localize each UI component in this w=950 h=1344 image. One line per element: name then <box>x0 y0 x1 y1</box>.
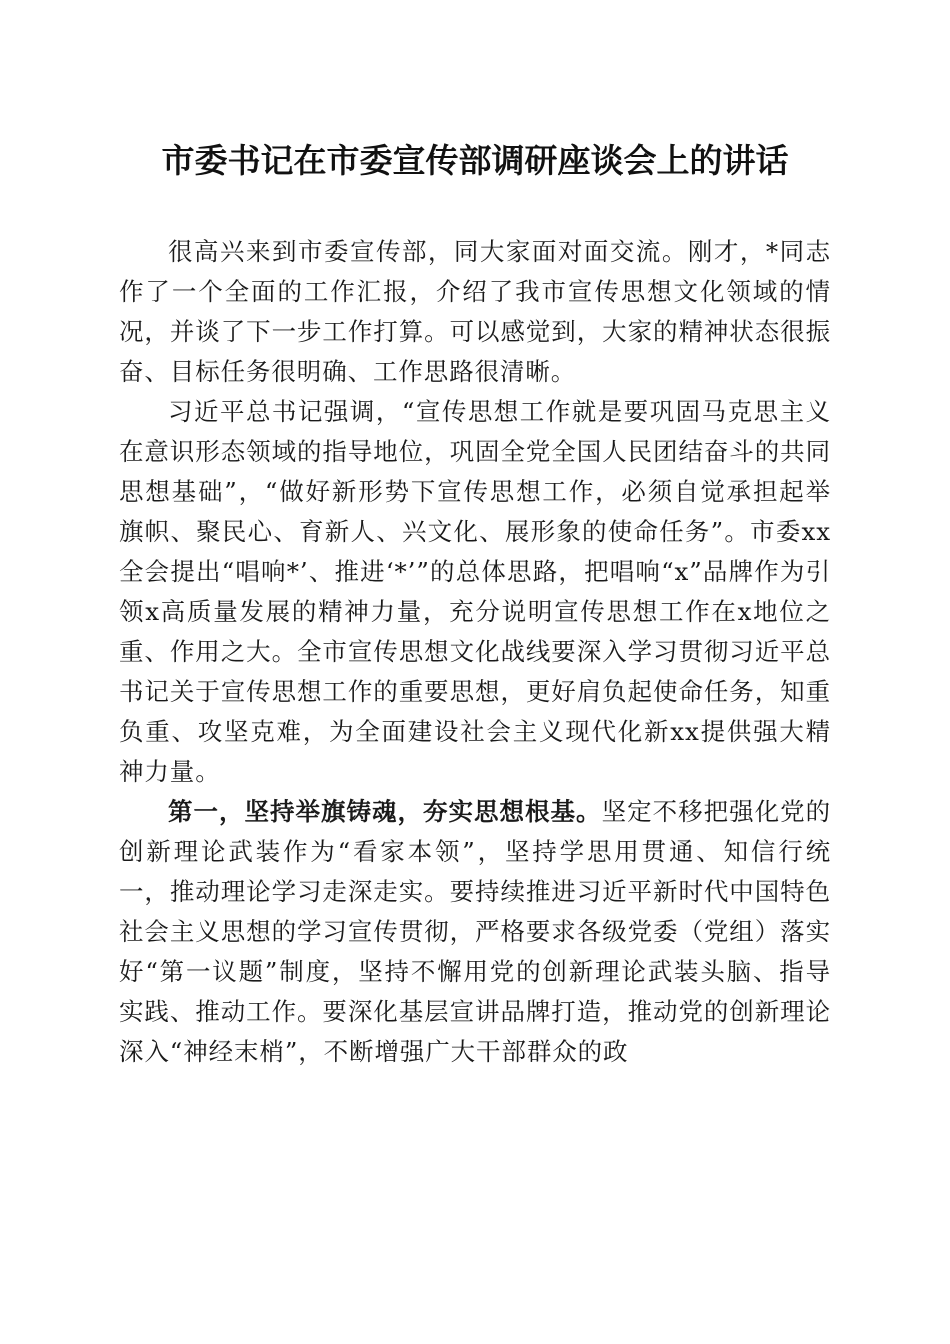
document-body <box>119 232 831 1072</box>
paragraph-point-one <box>119 792 831 1072</box>
paragraph-intro <box>119 232 831 392</box>
paragraph-text: 坚定不移把强化党的创新理论武装作为“看家本领”，坚持学思用贯通、知信行统一，推动理论学习走深走实。要持续推进习近平新时代中国特色社会主义思想的学习宣传贯彻，严格要求各级党委（党组）落实好“第一议题”制度，坚持不懈用党的创新理论武装头脑、指导实践、推动工作。要深化基层宣讲品牌打造，推动党的创新理论深入“神经末梢”，不断增强广大干部群众的政 <box>119 797 831 1066</box>
paragraph-lead: 第一，坚持举旗铸魂，夯实思想根基。 <box>168 797 602 826</box>
paragraph-quote <box>119 392 831 792</box>
paragraph-text: 习近平总书记强调，“宣传思想工作就是要巩固马克思主义在意识形态领域的指导地位，巩固全党全国人民团结奋斗的共同思想基础”，“做好新形势下宣传思想工作，必须自觉承担起举旗帜、聚民心、育新人、兴文化、展形象的使命任务”。市委xx全会提出“唱响*’、推进‘*’”的总体思路，把唱响“x”品牌作为引领x高质量发展的精神力量，充分说明宣传思想工作在x地位之重、作用之大。全市宣传思想文化战线要深入学习贯彻习近平总书记关于宣传思想工作的重要思想，更好肩负起使命任务，知重负重、攻坚克难，为全面建设社会主义现代化新xx提供强大精神力量。 <box>119 397 831 786</box>
document-title: 市委书记在市委宣传部调研座谈会上的讲话 <box>161 141 789 180</box>
paragraph-text: 很高兴来到市委宣传部，同大家面对面交流。刚才，*同志作了一个全面的工作汇报，介绍了我市宣传思想文化领域的情况，并谈了下一步工作打算。可以感觉到，大家的精神状态很振奋、目标任务很明确、工作思路很清晰。 <box>119 237 831 386</box>
